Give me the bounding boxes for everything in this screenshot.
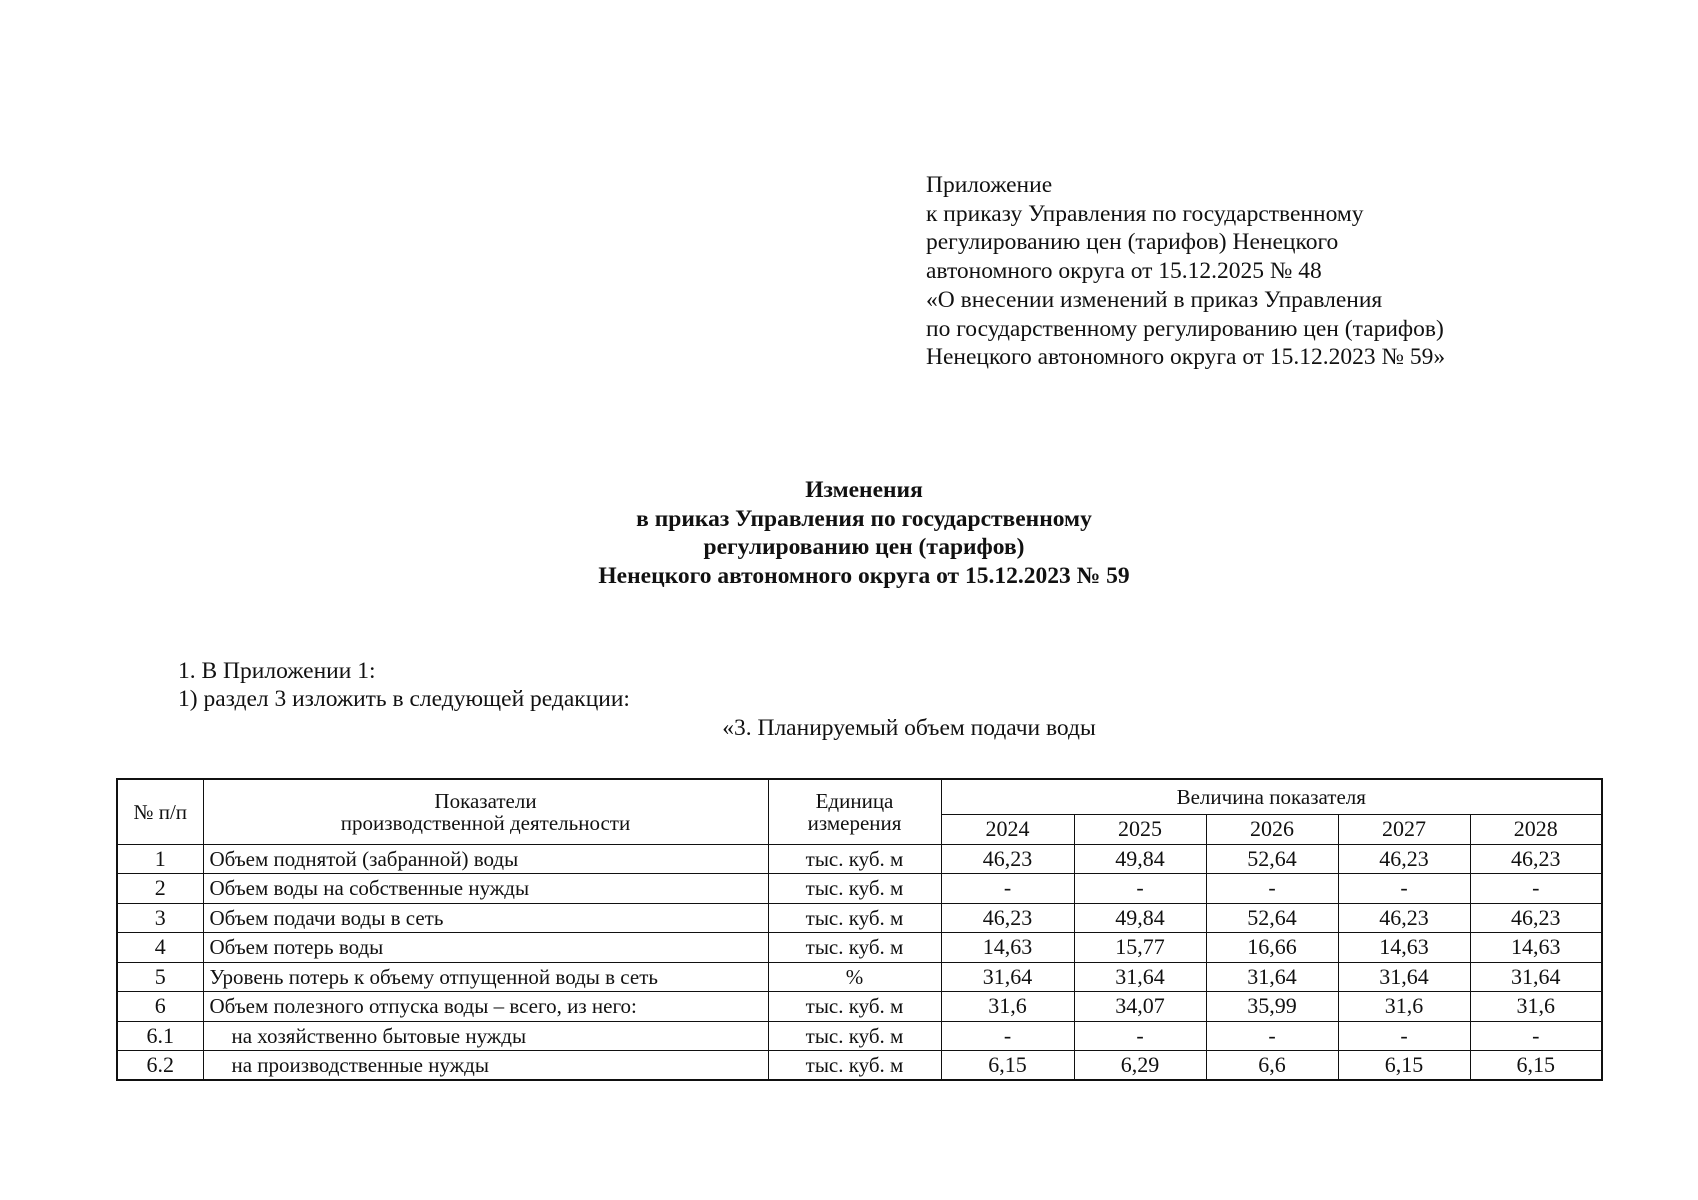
row-value-cell: 52,64 [1206,903,1338,933]
header-num: № п/п [117,779,203,844]
appendix-line: регулированию цен (тарифов) Ненецкого [926,229,1339,256]
table-row [117,1021,1602,1051]
header-unit [768,779,941,844]
row-value-cell: 31,64 [1074,962,1206,992]
row-value-cell: 35,99 [1206,992,1338,1022]
row-value-cell: 14,63 [1470,933,1602,963]
row-unit-cell: тыс. куб. м [768,844,941,874]
header-year: 2027 [1338,814,1470,844]
row-value-cell: 6,15 [941,1051,1074,1081]
row-unit-cell: тыс. куб. м [768,1021,941,1051]
row-unit-cell: тыс. куб. м [768,933,941,963]
table-row [117,874,1602,904]
row-value-cell: 49,84 [1074,903,1206,933]
header-year: 2025 [1074,814,1206,844]
row-value-cell: 52,64 [1206,844,1338,874]
row-value-cell: 46,23 [1338,844,1470,874]
row-value-cell: 34,07 [1074,992,1206,1022]
row-num-cell: 1 [117,844,203,874]
appendix-header [926,171,1626,372]
table-row [117,844,1602,874]
row-unit-cell: тыс. куб. м [768,1051,941,1081]
row-unit-cell: тыс. куб. м [768,992,941,1022]
row-value-cell: 46,23 [1338,903,1470,933]
appendix-line: по государственному регулированию цен (тарифов) [926,315,1444,342]
row-value-cell: - [1206,874,1338,904]
row-num-cell: 4 [117,933,203,963]
row-value-cell: 14,63 [1338,933,1470,963]
row-num-cell: 3 [117,903,203,933]
row-value-cell: 15,77 [1074,933,1206,963]
header-year: 2024 [941,814,1074,844]
title-line: Ненецкого автономного округа от 15.12.2023 № 59 [598,562,1130,589]
row-unit-cell: тыс. куб. м [768,874,941,904]
row-value-cell: 31,64 [1338,962,1470,992]
document-title [0,476,1698,590]
section-heading: «3. Планируемый объем подачи воды [722,715,1096,741]
row-value-cell: 31,64 [1206,962,1338,992]
header-indicator-line2: производственной деятельности [340,810,631,835]
table-row [117,903,1602,933]
row-num-cell: 2 [117,874,203,904]
table-row [117,1051,1602,1081]
header-year: 2026 [1206,814,1338,844]
table-row [117,992,1602,1022]
row-value-cell: - [1074,874,1206,904]
row-value-cell: 31,64 [1470,962,1602,992]
title-line: регулированию цен (тарифов) [703,534,1025,560]
row-value-cell: 46,23 [1470,844,1602,874]
paragraph-1: 1. В Приложении 1: [178,658,376,684]
appendix-line: Ненецкого автономного округа от 15.12.2023 № 59» [926,344,1446,371]
row-num-cell: 6.1 [117,1021,203,1051]
row-value-cell: 6,29 [1074,1051,1206,1081]
row-value-cell: 31,6 [941,992,1074,1022]
header-indicator [203,779,768,844]
row-unit-cell: тыс. куб. м [768,903,941,933]
table-row [117,962,1602,992]
row-name-cell: Уровень потерь к объему отпущенной воды в сеть [203,962,768,992]
header-value-group: Величина показателя [941,779,1602,814]
header-unit-line2: измерения [807,810,902,835]
header-unit-line1: Единица [815,788,894,813]
appendix-line: к приказу Управления по государственному [926,200,1364,227]
title-line: в приказ Управления по государственному [636,505,1092,532]
water-supply-table [116,778,1603,1081]
title-line: Изменения [805,477,923,503]
row-value-cell: 6,6 [1206,1051,1338,1081]
row-value-cell: - [941,874,1074,904]
row-value-cell: 6,15 [1338,1051,1470,1081]
paragraph-2: 1) раздел 3 изложить в следующей редакции: [178,686,630,712]
row-value-cell: - [1470,1021,1602,1051]
appendix-line: автономного округа от 15.12.2025 № 48 [926,258,1322,285]
table-row [117,933,1602,963]
row-unit-cell: % [768,962,941,992]
header-year: 2028 [1470,814,1602,844]
row-value-cell: 16,66 [1206,933,1338,963]
row-value-cell: - [1470,874,1602,904]
row-value-cell: - [941,1021,1074,1051]
row-value-cell: 46,23 [941,903,1074,933]
row-num-cell: 5 [117,962,203,992]
row-value-cell: - [1338,874,1470,904]
row-value-cell: 31,6 [1470,992,1602,1022]
appendix-line: Приложение [926,172,1053,198]
row-value-cell: 14,63 [941,933,1074,963]
row-num-cell: 6.2 [117,1051,203,1081]
row-value-cell: - [1338,1021,1470,1051]
row-value-cell: 6,15 [1470,1051,1602,1081]
row-value-cell: 46,23 [941,844,1074,874]
row-name-cell: на производственные нужды [203,1051,768,1081]
row-value-cell: - [1074,1021,1206,1051]
row-num-cell: 6 [117,992,203,1022]
appendix-line: «О внесении изменений в приказ Управления [926,286,1383,313]
row-name-cell: Объем поднятой (забранной) воды [203,844,768,874]
row-name-cell: Объем полезного отпуска воды – всего, из него: [203,992,768,1022]
row-value-cell: - [1206,1021,1338,1051]
row-value-cell: 31,6 [1338,992,1470,1022]
row-name-cell: Объем воды на собственные нужды [203,874,768,904]
row-value-cell: 31,64 [941,962,1074,992]
row-value-cell: 49,84 [1074,844,1206,874]
header-indicator-line1: Показатели [434,788,537,813]
row-name-cell: Объем подачи воды в сеть [203,903,768,933]
row-value-cell: 46,23 [1470,903,1602,933]
row-name-cell: на хозяйственно бытовые нужды [203,1021,768,1051]
row-name-cell: Объем потерь воды [203,933,768,963]
